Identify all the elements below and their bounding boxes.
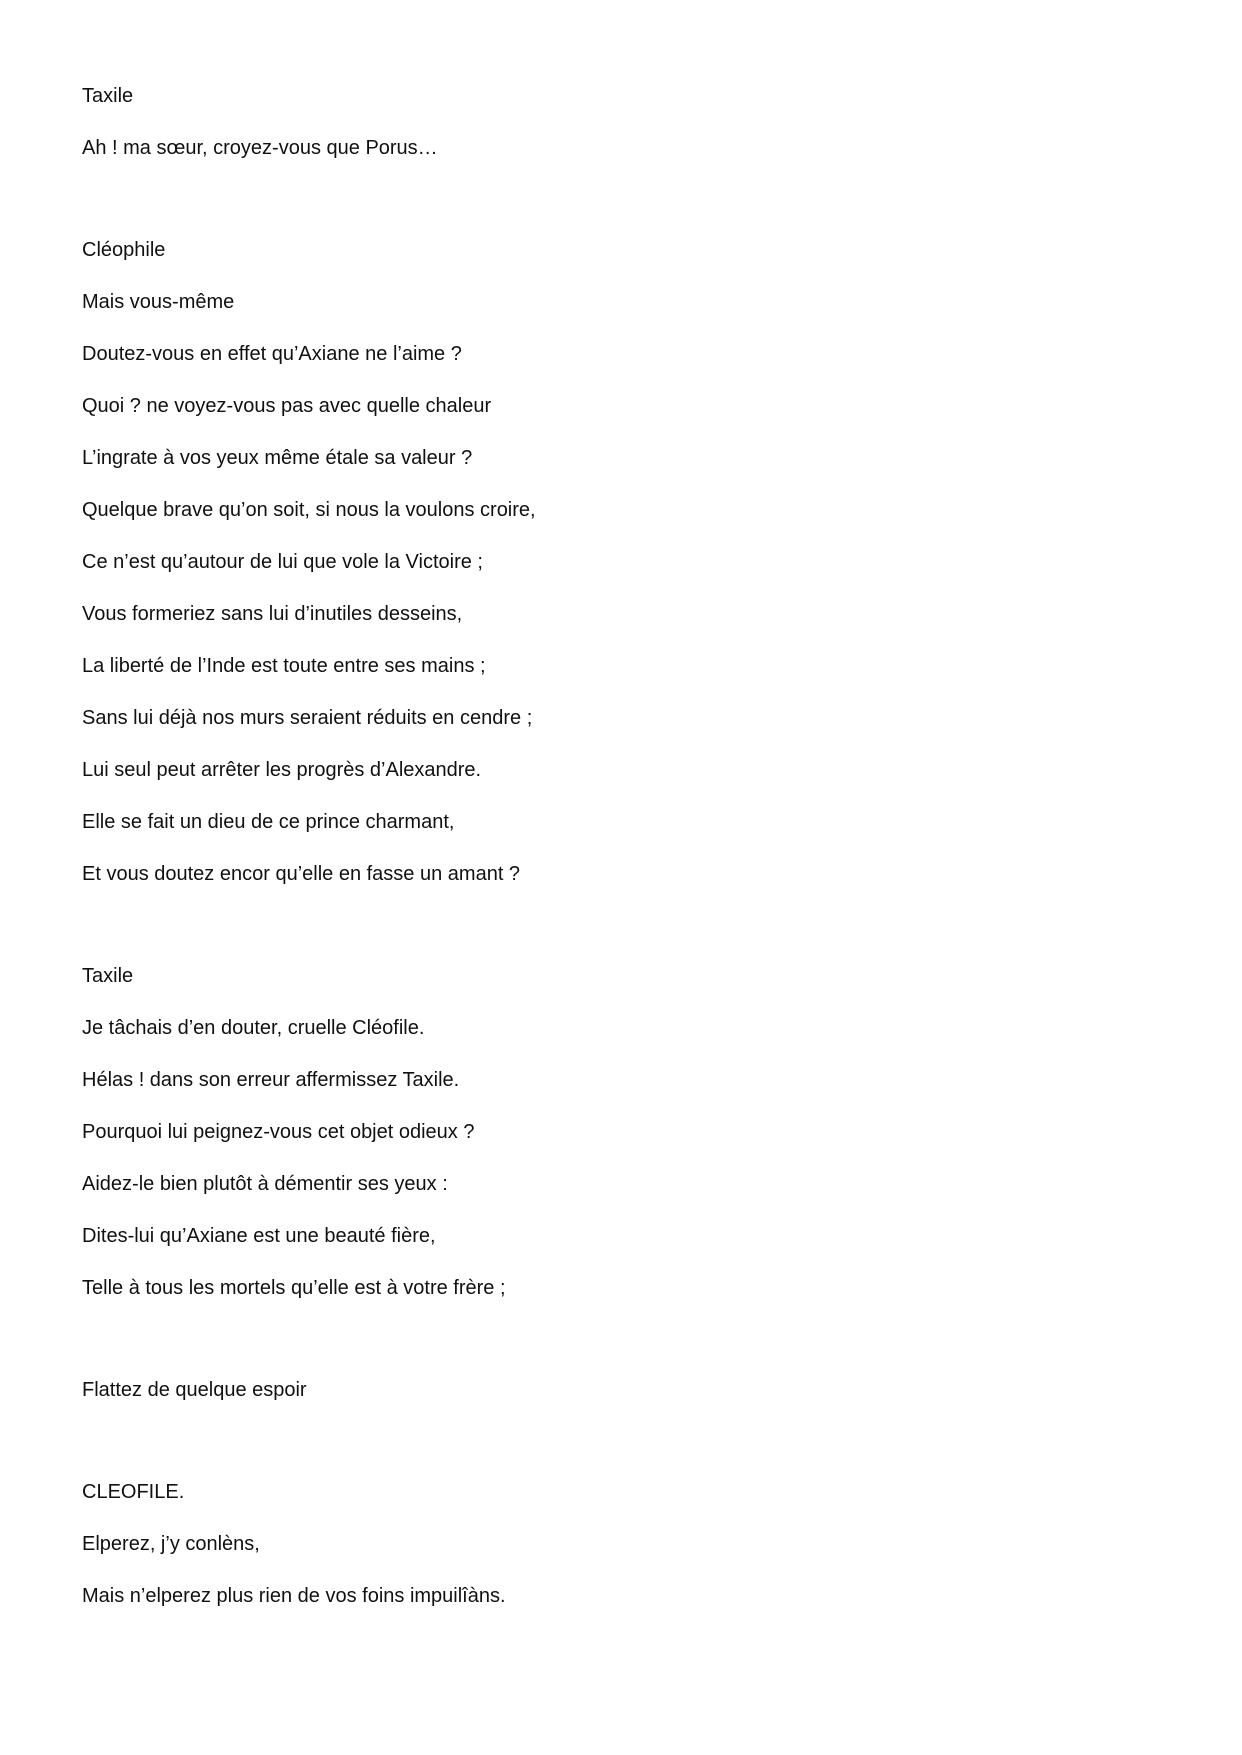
verse-line: Hélas ! dans son erreur affermissez Taxile.: [82, 1069, 460, 1091]
verse-line: Ah ! ma sœur, croyez-vous que Porus…: [82, 137, 438, 159]
speaker-name: Taxile: [82, 85, 134, 107]
speaker-name: Taxile: [82, 965, 134, 987]
verse-line: Pourquoi lui peignez-vous cet objet odieux ?: [82, 1121, 475, 1143]
verse-line: Aidez-le bien plutôt à démentir ses yeux :: [82, 1173, 448, 1195]
verse-line: Lui seul peut arrêter les progrès d’Alexandre.: [82, 759, 482, 781]
verse-line: Elle se fait un dieu de ce prince charmant,: [82, 811, 455, 833]
verse-line: Je tâchais d’en douter, cruelle Cléofile.: [82, 1017, 425, 1039]
verse-line: Doutez-vous en effet qu’Axiane ne l’aime ?: [82, 343, 462, 365]
speaker-name: CLEOFILE.: [82, 1481, 185, 1503]
verse-line: Sans lui déjà nos murs seraient réduits en cendre ;: [82, 707, 533, 729]
verse-line: Mais vous-même: [82, 291, 235, 313]
verse-line: L’ingrate à vos yeux même étale sa valeur ?: [82, 447, 473, 469]
verse-line: Ce n’est qu’autour de lui que vole la Victoire ;: [82, 551, 483, 573]
verse-line: Quoi ? ne voyez-vous pas avec quelle chaleur: [82, 395, 492, 417]
verse-line: Telle à tous les mortels qu’elle est à votre frère ;: [82, 1277, 506, 1299]
verse-line: Quelque brave qu’on soit, si nous la voulons croire,: [82, 499, 536, 521]
verse-line: Et vous doutez encor qu’elle en fasse un amant ?: [82, 863, 521, 885]
verse-line: Mais n’elperez plus rien de vos foins impuilîàns.: [82, 1585, 506, 1607]
speaker-name: Cléophile: [82, 239, 166, 261]
verse-line: Elperez, j’y conlèns,: [82, 1533, 260, 1555]
verse-line: Dites-lui qu’Axiane est une beauté fière,: [82, 1225, 436, 1247]
verse-line: Vous formeriez sans lui d’inutiles desseins,: [82, 603, 463, 625]
verse-line: La liberté de l’Inde est toute entre ses mains ;: [82, 655, 486, 677]
verse-line: Flattez de quelque espoir: [82, 1379, 307, 1401]
